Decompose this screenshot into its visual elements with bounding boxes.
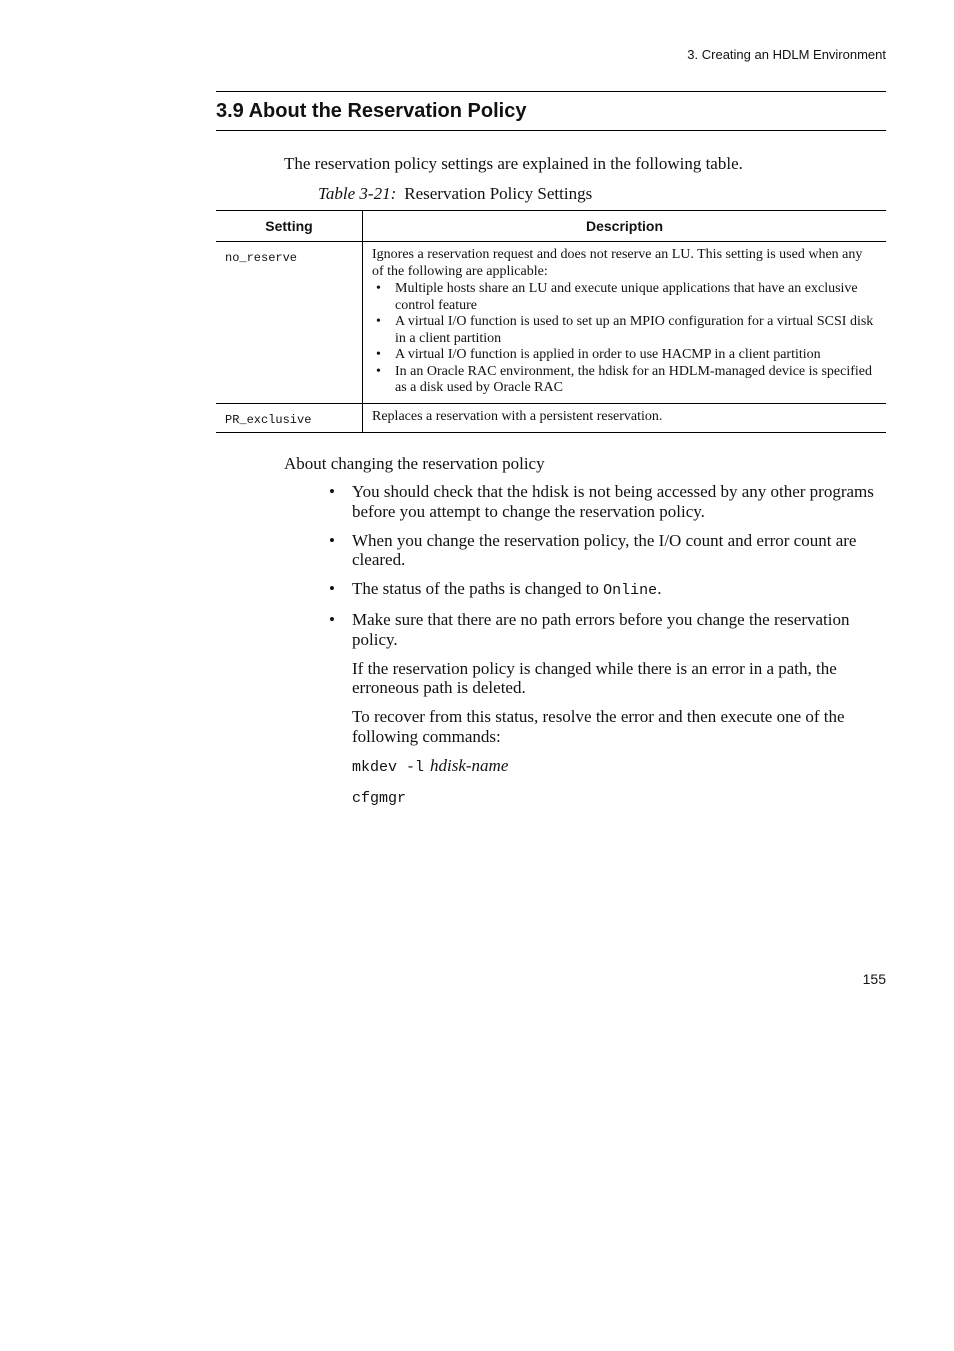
table-caption (318, 184, 592, 204)
intro-text: The reservation policy settings are explained in the following table. (284, 154, 743, 173)
bullet-text: Make sure that there are no path errors before you change the reservation policy. (352, 610, 850, 649)
description-cell: Replaces a reservation with a persistent reservation. (363, 403, 887, 432)
list-item (329, 610, 889, 649)
bullet-glyph: • (329, 579, 335, 598)
bullet-text-suffix: . (657, 579, 662, 598)
setting-cell: PR_exclusive (216, 403, 363, 432)
command-text: cfgmgr (352, 790, 407, 807)
list-item (329, 482, 889, 521)
list-item: • A virtual I/O function is applied in order to use HACMP in a client partition (372, 347, 876, 364)
bullet-glyph: • (329, 482, 335, 501)
list-item (329, 579, 889, 601)
page-number: 155 (862, 971, 886, 987)
command-text: mkdev -l (352, 758, 425, 776)
column-header-setting: Setting (216, 211, 363, 242)
column-header-description: Description (363, 211, 887, 242)
list-item: • Multiple hosts share an LU and execute unique applications that have an exclusive control feature (372, 281, 876, 314)
description-cell (363, 242, 887, 404)
command-line (329, 787, 889, 809)
command-line (329, 756, 889, 778)
table-caption-title: Reservation Policy Settings (404, 184, 593, 203)
bullet-glyph: • (329, 610, 335, 629)
status-code: Online (603, 582, 658, 599)
reservation-policy-table (216, 210, 886, 433)
paragraph: To recover from this status, resolve the error and then execute one of the following commands: (352, 707, 845, 746)
description-list (372, 281, 876, 397)
list-item: • In an Oracle RAC environment, the hdisk for an HDLM-managed device is specified as a disk used by Oracle RAC (372, 364, 876, 397)
about-heading: About changing the reservation policy (284, 454, 545, 473)
table-row (216, 403, 886, 432)
bullet-text: When you change the reservation policy, the I/O count and error count are cleared. (352, 530, 857, 569)
bullet-text: You should check that the hdisk is not being accessed by any other programs before you attempt to change the reservation policy. (352, 482, 874, 521)
section-title: 3.9 About the Reservation Policy (216, 91, 886, 131)
command-argument: hdisk-name (430, 755, 509, 775)
bullet-glyph: • (329, 530, 335, 550)
table-header-row (216, 211, 886, 242)
about-bullet-list (329, 482, 889, 819)
bullet-text-prefix: The status of the paths is changed to (352, 579, 604, 598)
table-row (216, 242, 886, 404)
paragraph: If the reservation policy is changed while there is an error in a path, the erroneous path is deleted. (352, 658, 837, 697)
list-item: • A virtual I/O function is used to set up an MPIO configuration for a virtual SCSI disk in a client partition (372, 314, 876, 347)
running-header: 3. Creating an HDLM Environment (687, 47, 886, 62)
description-text: Ignores a reservation request and does not reserve an LU. This setting is used when any of the following are applicable: (372, 247, 863, 279)
list-item (329, 531, 889, 570)
table-caption-number: Table 3-21: (318, 184, 397, 203)
setting-cell: no_reserve (216, 242, 363, 404)
